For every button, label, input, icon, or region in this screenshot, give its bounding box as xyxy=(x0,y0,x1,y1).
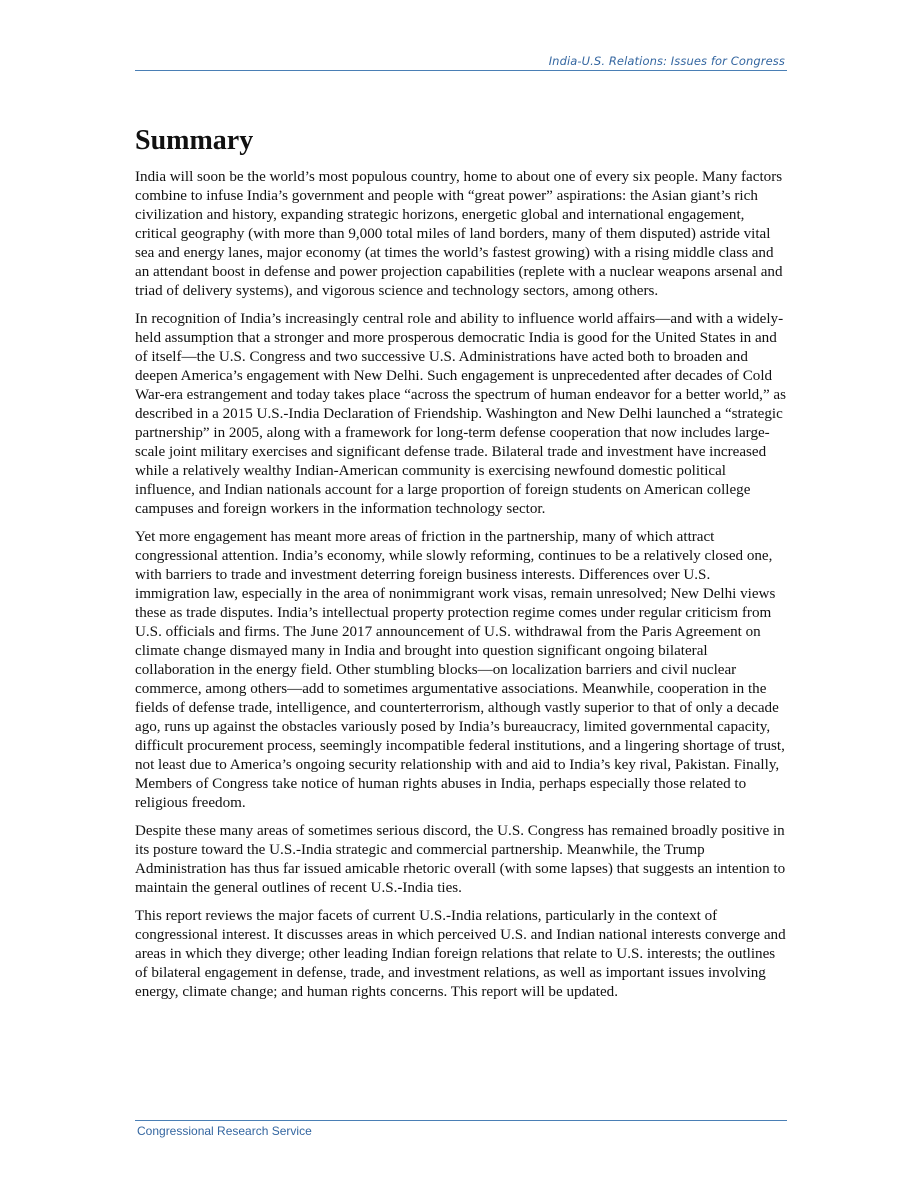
running-title: India-U.S. Relations: Issues for Congress xyxy=(548,54,785,68)
summary-paragraph-2: In recognition of India’s increasingly central role and ability to influence world affairs—and with a widely-held assumption that a stronger and more prosperous democratic India is good for the United States in and of itself—the U.S. Congress and two successive U.S. Administrations have acted both to broaden and deepen America’s engagement with New Delhi. Such engagement is unprecedented after decades of Cold War-era estrangement and today takes place “across the spectrum of human endeavor for a better world,” as described in a 2015 U.S.-India Declaration of Friendship. Washington and New Delhi launched a “strategic partnership” in 2005, along with a framework for long-term defense cooperation that now includes large-scale joint military exercises and significant defense trade. Bilateral trade and investment have increased while a relatively wealthy Indian-American community is exercising newfound domestic political influence, and Indian nationals account for a large proportion of foreign students on American college campuses and foreign workers in the information technology sector. xyxy=(135,311,786,517)
page-footer xyxy=(135,1120,787,1138)
summary-paragraph-4: Despite these many areas of sometimes serious discord, the U.S. Congress has remained broadly positive in its posture toward the U.S.-India strategic and commercial partnership. Meanwhile, the Trump Administration has thus far issued amicable rhetoric overall (with some lapses) that suggests an intention to maintain the general outlines of recent U.S.-India ties. xyxy=(135,823,786,896)
footer-organization: Congressional Research Service xyxy=(137,1124,312,1138)
main-content xyxy=(135,124,787,1011)
page-header xyxy=(135,54,787,71)
summary-paragraph-5: This report reviews the major facets of current U.S.-India relations, particularly in the context of congressional interest. It discusses areas in which perceived U.S. and Indian national interests converge and areas in which they diverge; other leading Indian foreign relations that relate to U.S. interests; the outlines of bilateral engagement in defense, trade, and investment relations, as well as important issues involving energy, climate change; and human rights concerns. This report will be updated. xyxy=(135,908,786,1000)
summary-paragraph-3: Yet more engagement has meant more areas of friction in the partnership, many of which attract congressional attention. India’s economy, while slowly reforming, continues to be a relatively closed one, with barriers to trade and investment deterring foreign business interests. Differences over U.S. immigration law, especially in the area of nonimmigrant work visas, remain unresolved; New Delhi views these as trade disputes. India’s intellectual property protection regime comes under regular criticism from U.S. officials and firms. The June 2017 announcement of U.S. withdrawal from the Paris Agreement on climate change dismayed many in India and brought into question significant ongoing bilateral collaboration in the energy field. Other stumbling blocks—on localization barriers and civil nuclear commerce, among others—add to sometimes argumentative associations. Meanwhile, cooperation in the fields of defense trade, intelligence, and counterterrorism, although vastly superior to that of only a decade ago, runs up against the obstacles variously posed by India’s bureaucracy, limited governmental capacity, difficult procurement process, seemingly incompatible federal institutions, and a lingering shortage of trust, not least due to America’s ongoing security relationship with and aid to India’s key rival, Pakistan. Finally, Members of Congress take notice of human rights abuses in India, perhaps especially those related to religious freedom. xyxy=(135,529,785,811)
section-heading: Summary xyxy=(135,125,254,156)
summary-paragraph-1: India will soon be the world’s most populous country, home to about one of every six people. Many factors combine to infuse India’s government and people with “great power” aspirations: the Asian giant’s rich civilization and history, expanding strategic horizons, energetic global and international engagement, critical geography (with more than 9,000 total miles of land borders, many of them disputed) astride vital sea and energy lanes, major economy (at times the world’s fastest growing) with a rising middle class and an attendant boost in defense and power projection capabilities (replete with a nuclear weapons arsenal and triad of delivery systems), and vigorous science and technology sectors, among others. xyxy=(135,169,783,299)
